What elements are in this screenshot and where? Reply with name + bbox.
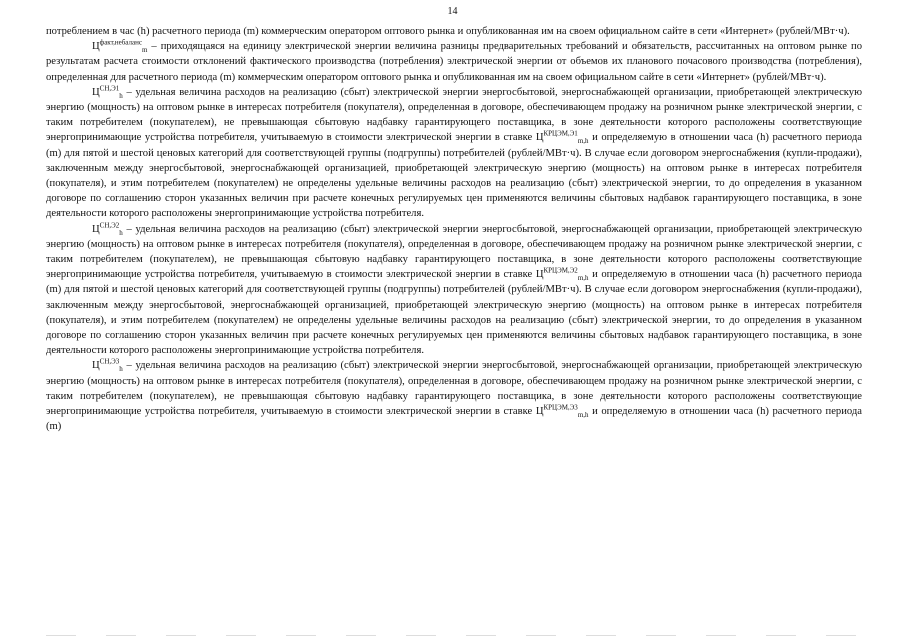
paragraph-continuation xyxy=(46,24,862,39)
price-symbol: $Ц^{СН,Э2}_h$ xyxy=(92,221,123,237)
price-symbol: $Ц^{СН,Э3}_h$ xyxy=(92,357,123,374)
definition-sn-e3 xyxy=(46,358,862,434)
definition-text-a: – удельная величина расходов на реализацию (сбыт) электрической энергии энергосбытовой, энергоснабжающей организации, приобретающей электрическую энергию (мощность) на оптовом рынке в интересах потребителя (покупателя), определенная в договоре, обеспечивающем продажу на розничном рынке электрической энергии, с таким потребителем (покупателем), не превышающая сбытовую надбавку гарантирующего поставщика, в зоне деятельности которого расположены соответствующие энергопринимающие устройства потребителя, учитываемую в стоимости электрической энергии в ставке xyxy=(46,223,862,281)
definition-fakt-nebalans xyxy=(46,39,862,85)
definition-sn-e2 xyxy=(46,222,862,359)
definition-text-a: – удельная величина расходов на реализацию (сбыт) электрической энергии энергосбытовой, энергоснабжающей организации, приобретающей электрическую энергию (мощность) на оптовом рынке в интересах потребителя (покупателя), определенная в договоре, обеспечивающем продажу на розничном рынке электрической энергии, с таким потребителем (покупателем), не превышающая сбытовую надбавку гарантирующего поставщика, в зоне деятельности которого расположены соответствующие энергопринимающие устройства потребителя, учитываемую в стоимости электрической энергии в ставке xyxy=(46,86,862,144)
definition-text-b: и определяемую в отношении часа (h) расчетного периода (m) для пятой и шестой ценовых категорий для соответствующей группы (подгруппы) потребителей (рублей/МВт·ч). В случае если договором энергоснабжения (купли-продажи), заключенным между энергосбытовой, энергоснабжающей организацией, приобретающей электрическую энергию (мощность) на оптовом рынке в интересах потребителя (покупателя), и этим потребителем (покупателем) не определены удельные величины расходов на реализацию (сбыт) электрической энергии, то до определения в указанном договоре по соглашению сторон указанных величин при расчете конечных регулируемых цен применяются величины сбытовых надбавок гарантирующего поставщика, в зоне деятельности которого расположены энергопринимающие устройства потребителя. xyxy=(46,269,862,357)
scan-artifact-line xyxy=(46,635,862,636)
inline-price-symbol: $Ц^{КРЦЭМ,Э1}_{m,h}$ xyxy=(535,129,589,146)
document-body xyxy=(46,24,862,434)
page-number: 14 xyxy=(447,6,458,17)
price-symbol: $Ц^{СН,Э1}_h$ xyxy=(92,84,123,100)
price-symbol: $Ц^{факт,небаланс}_m$ xyxy=(92,38,148,55)
definition-text: – приходящаяся на единицу электрической энергии величина разницы предварительных требований и обязательств, рассчитанных на оптовом рынке по результатам расчета стоимости отклонений фактического производства (потребления) электрической энергии от объемов их планового почасового производства (потребления), определенная для расчетного периода (m) коммерческим оператором оптового рынка и опубликованная им на своем официальном сайте в сети «Интернет» (рублей/МВт·ч). xyxy=(46,41,862,83)
definition-text-a: – удельная величина расходов на реализацию (сбыт) электрической энергии энергосбытовой, энергоснабжающей организации, приобретающей электрическую энергию (мощность) на оптовом рынке в интересах потребителя (покупателя), определенная в договоре, обеспечивающем продажу на розничном рынке электрической энергии, с таким потребителем (покупателем), не превышающая сбытовую надбавку гарантирующего поставщика, в зоне деятельности которого расположены соответствующие энергопринимающие устройства потребителя, учитываемую в стоимости электрической энергии в ставке xyxy=(46,360,862,418)
definition-sn-e1 xyxy=(46,85,862,222)
paragraph-text: потреблением в час (h) расчетного периода (m) коммерческим оператором оптового рынка и опубликованная им на своем официальном сайте в сети «Интернет» (рублей/МВт·ч). xyxy=(46,26,850,37)
definition-text-b: и определяемую в отношении часа (h) расчетного периода (m) для пятой и шестой ценовых категорий для соответствующей группы (подгруппы) потребителей (рублей/МВт·ч). В случае если договором энергоснабжения (купли-продажи), заключенным между энергосбытовой, энергоснабжающей организацией, приобретающей электрическую энергию (мощность) на оптовом рынке в интересах потребителя (покупателя), и этим потребителем (покупателем) не определены удельные величины расходов на реализацию (сбыт) электрической энергии, то до определения в указанном договоре по соглашению сторон указанных величин при расчете конечных регулируемых цен применяются величины сбытовых надбавок гарантирующего поставщика, в зоне деятельности которого расположены энергопринимающие устройства потребителя. xyxy=(46,132,862,220)
inline-price-symbol: $Ц^{КРЦЭМ,Э3}_{m,h}$ xyxy=(535,403,589,420)
inline-price-symbol: $Ц^{КРЦЭМ,Э2}_{m,h}$ xyxy=(535,266,589,283)
definition-text-b: и определяемую в отношении часа (h) расчетного периода (m) xyxy=(46,406,862,433)
